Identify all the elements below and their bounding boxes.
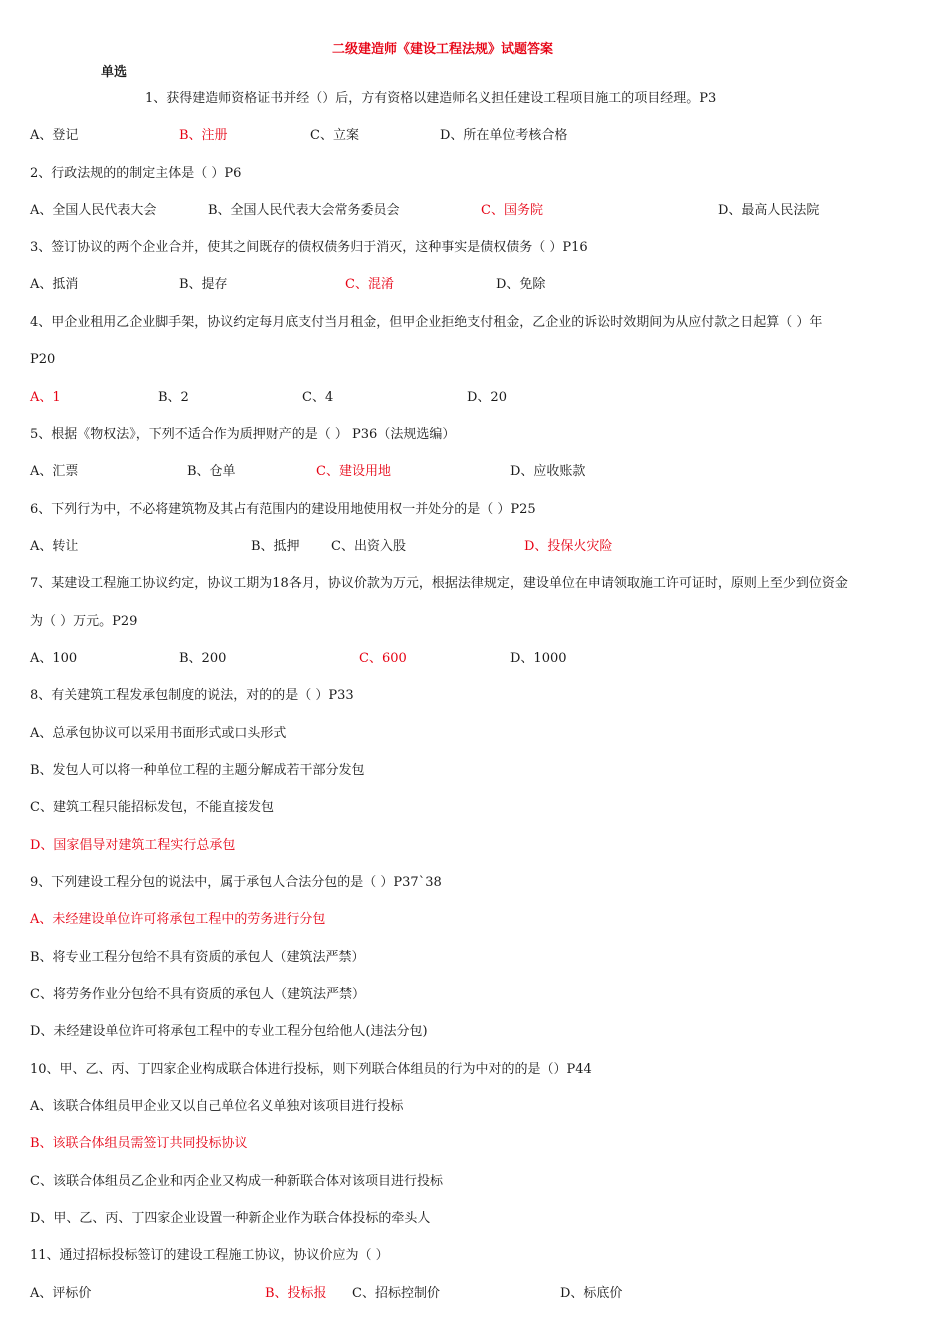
question-11-option-d: D、标底价 — [560, 1286, 623, 1301]
question-1-option-b-answer: B、注册 — [179, 128, 228, 143]
question-11-option-c: C、招标控制价 — [352, 1286, 440, 1301]
question-10-option-b-answer: B、该联合体组员需签订共同投标协议 — [30, 1136, 248, 1151]
question-2-option-c-answer: C、国务院 — [481, 203, 543, 218]
question-3-option-c-answer: C、混淆 — [345, 277, 394, 292]
question-4-option-b: B、2 — [158, 390, 189, 405]
question-5-option-b: B、仓单 — [187, 464, 236, 479]
question-1-option-d: D、所在单位考核合格 — [440, 128, 568, 143]
question-9-stem: 9、下列建设工程分包的说法中，属于承包人合法分包的是（ ）P37`38 — [30, 875, 442, 890]
question-10-stem: 10、甲、乙、丙、丁四家企业构成联合体进行投标，则下列联合体组员的行为中对的的是（）P44 — [30, 1062, 592, 1077]
question-8-option-d-answer: D、国家倡导对建筑工程实行总承包 — [30, 838, 236, 853]
question-11-stem: 11、通过招标投标签订的建设工程施工协议，协议价应为（ ） — [30, 1248, 389, 1263]
question-6-option-d-answer: D、投保火灾险 — [524, 539, 613, 554]
question-8-option-a: A、总承包协议可以采用书面形式或口头形式 — [30, 726, 287, 741]
question-9-option-b: B、将专业工程分包给不具有资质的承包人（建筑法严禁） — [30, 950, 365, 965]
question-9-option-d: D、未经建设单位许可将承包工程中的专业工程分包给他人(违法分包) — [30, 1024, 428, 1039]
question-6-option-b: B、抵押 — [251, 539, 300, 554]
question-4-stem-continued: P20 — [30, 352, 56, 367]
question-7-option-d: D、1000 — [510, 651, 567, 666]
question-9-option-c: C、将劳务作业分包给不具有资质的承包人（建筑法严禁） — [30, 987, 365, 1002]
question-6-option-c: C、出资入股 — [331, 539, 406, 554]
question-8-option-b: B、发包人可以将一种单位工程的主题分解成若干部分发包 — [30, 763, 365, 778]
question-3-option-d: D、免除 — [496, 277, 546, 292]
question-5-stem: 5、根据《物权法》，下列不适合作为质押财产的是（ ） P36（法规选编） — [30, 427, 456, 442]
question-7-option-b: B、200 — [179, 651, 227, 666]
question-11-option-b-answer: B、投标报 — [265, 1286, 327, 1301]
document-title: 二级建造师《建设工程法规》试题答案 — [332, 42, 554, 57]
question-10-option-d: D、甲、乙、丙、丁四家企业设置一种新企业作为联合体投标的牵头人 — [30, 1211, 431, 1226]
question-8-option-c: C、建筑工程只能招标发包，不能直接发包 — [30, 800, 274, 815]
question-1-option-c: C、立案 — [310, 128, 359, 143]
question-6-option-a: A、转让 — [30, 539, 79, 554]
question-5-option-a: A、汇票 — [30, 464, 79, 479]
question-2-stem: 2、行政法规的的制定主体是（ ）P6 — [30, 166, 242, 181]
question-1-option-a: A、登记 — [30, 128, 79, 143]
question-7-option-a: A、100 — [30, 651, 78, 666]
question-6-stem: 6、下列行为中，不必将建筑物及其占有范围内的建设用地使用权一并处分的是（ ）P25 — [30, 502, 536, 517]
question-7-stem: 7、某建设工程施工协议约定，协议工期为18各月，协议价款为万元，根据法律规定，建设单位在申请领取施工许可证时，原则上至少到位资金 — [30, 576, 848, 591]
question-4-option-a-answer: A、1 — [30, 390, 61, 405]
question-5-option-c-answer: C、建设用地 — [316, 464, 391, 479]
question-8-stem: 8、有关建筑工程发承包制度的说法，对的的是（ ）P33 — [30, 688, 354, 703]
question-3-option-a: A、抵消 — [30, 277, 79, 292]
question-10-option-a: A、该联合体组员甲企业又以自己单位名义单独对该项目进行投标 — [30, 1099, 404, 1114]
question-1-stem: 1、获得建造师资格证书并经（）后，方有资格以建造师名义担任建设工程项目施工的项目经理。P3 — [145, 91, 717, 106]
question-3-stem: 3、签订协议的两个企业合并，使其之间既存的债权债务归于消灭，这种事实是债权债务（ ）P16 — [30, 240, 588, 255]
question-2-option-d: D、最高人民法院 — [718, 203, 820, 218]
question-11-option-a: A、评标价 — [30, 1286, 92, 1301]
question-2-option-a: A、全国人民代表大会 — [30, 203, 157, 218]
question-7-option-c-answer: C、600 — [359, 651, 407, 666]
section-heading: 单选 — [101, 65, 128, 80]
question-4-stem: 4、甲企业租用乙企业脚手架，协议约定每月底支付当月租金，但甲企业拒绝支付租金，乙企业的诉讼时效期间为从应付款之日起算（ ）年 — [30, 315, 823, 330]
question-2-option-b: B、全国人民代表大会常务委员会 — [208, 203, 400, 218]
question-4-option-c: C、4 — [302, 390, 334, 405]
question-10-option-c: C、该联合体组员乙企业和丙企业又构成一种新联合体对该项目进行投标 — [30, 1174, 443, 1189]
question-9-option-a-answer: A、未经建设单位许可将承包工程中的劳务进行分包 — [30, 912, 326, 927]
question-7-stem-continued: 为（ ）万元。P29 — [30, 614, 138, 629]
question-5-option-d: D、应收账款 — [510, 464, 586, 479]
question-4-option-d: D、20 — [467, 390, 507, 405]
question-3-option-b: B、提存 — [179, 277, 228, 292]
